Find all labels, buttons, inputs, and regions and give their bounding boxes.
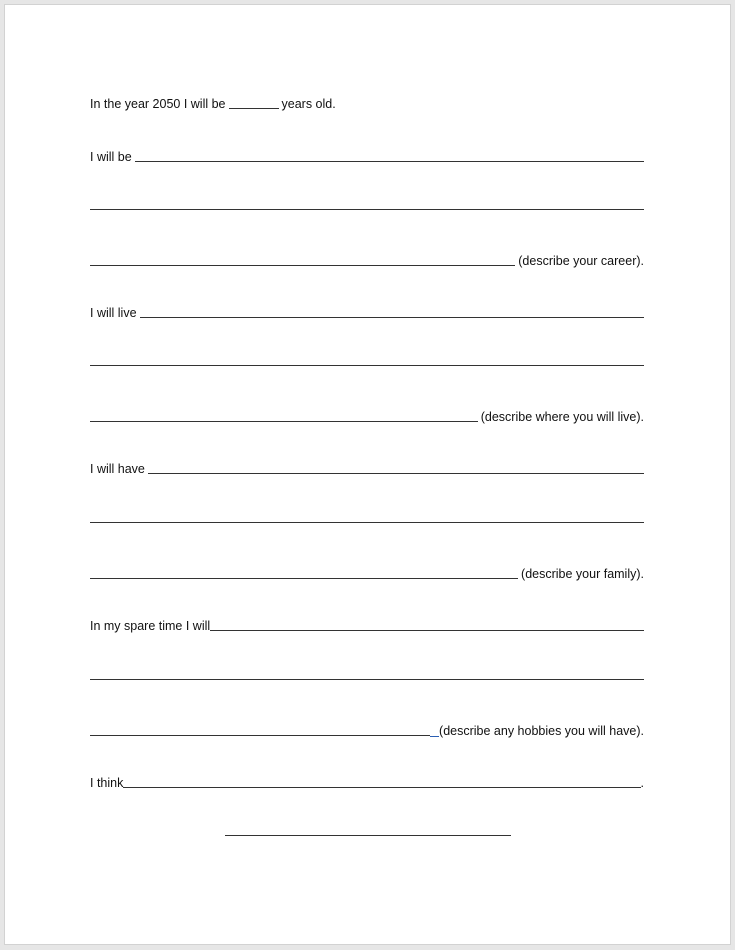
career-blank-1[interactable] [135, 161, 644, 162]
signature-line[interactable] [225, 835, 511, 836]
spare-end [90, 718, 644, 738]
family-blank-3[interactable] [90, 578, 518, 579]
live-prefix: I will live [90, 306, 137, 320]
family-sentence [90, 456, 644, 476]
family-blank-2[interactable] [90, 522, 644, 523]
spare-sentence [90, 613, 644, 633]
think-sentence [90, 770, 644, 790]
hobbies-suffix: (describe any hobbies you will have). [439, 724, 644, 738]
career-sentence [90, 144, 644, 164]
live-sentence [90, 300, 644, 320]
document-page [4, 4, 731, 945]
live-suffix: (describe where you will live). [480, 410, 644, 424]
live-end [90, 404, 644, 424]
have-prefix: I will have [90, 462, 145, 476]
age-suffix: years old. [281, 97, 336, 111]
spare-prefix: In my spare time I will [90, 619, 211, 633]
family-suffix: (describe your family). [521, 567, 644, 581]
age-sentence [90, 91, 644, 111]
live-blank-2[interactable] [90, 365, 644, 366]
career-blank-2[interactable] [90, 209, 644, 210]
career-blank-3[interactable] [90, 265, 515, 266]
career-suffix: (describe your career). [518, 254, 644, 268]
spare-blank-1[interactable] [210, 630, 644, 631]
think-prefix: I think [90, 776, 124, 790]
family-blank-1[interactable] [148, 473, 644, 474]
live-blank-1[interactable] [140, 317, 644, 318]
age-blank[interactable] [229, 108, 279, 109]
live-blank-3[interactable] [90, 421, 478, 422]
think-suffix: . [640, 776, 644, 790]
family-end [90, 561, 644, 581]
text-cursor-mark [430, 736, 439, 737]
spare-blank-3[interactable] [90, 735, 430, 736]
spare-blank-2[interactable] [90, 679, 644, 680]
career-prefix: I will be [90, 150, 132, 164]
career-end [90, 248, 644, 268]
age-prefix: In the year 2050 I will be [90, 97, 226, 111]
think-blank[interactable] [123, 787, 640, 788]
